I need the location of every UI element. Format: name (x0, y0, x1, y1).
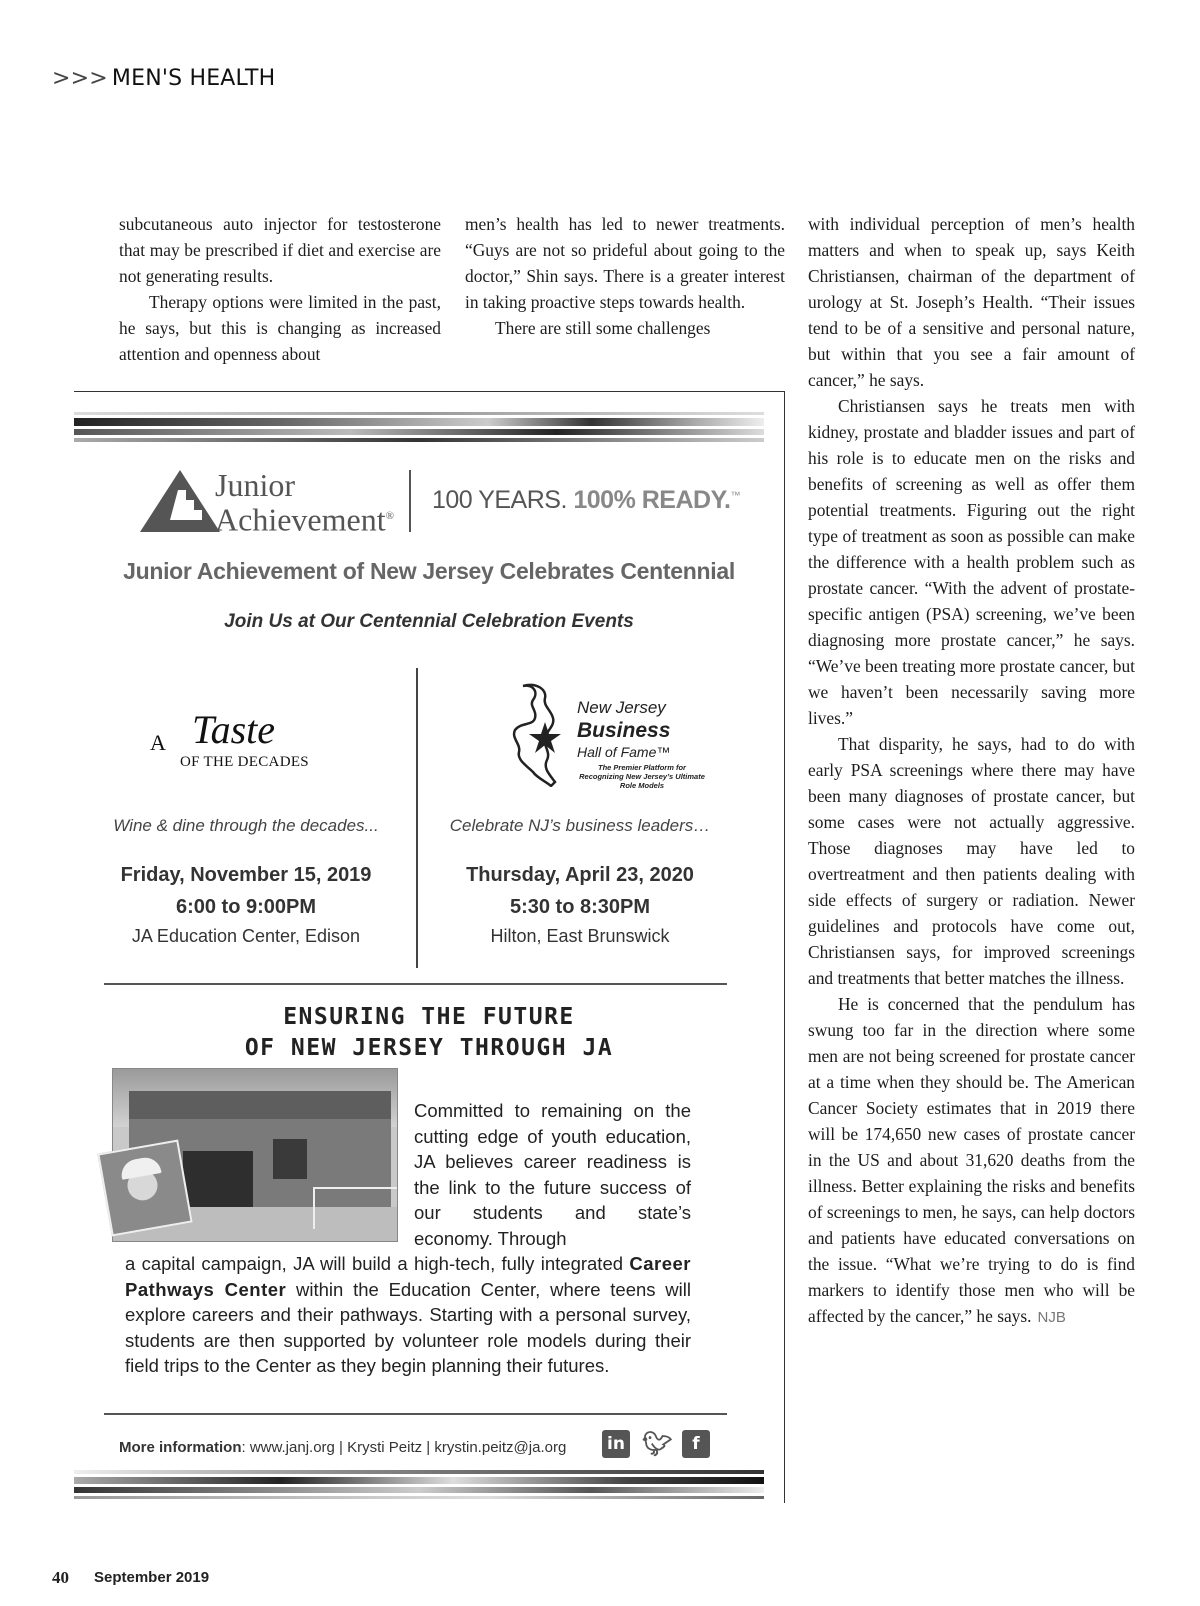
linkedin-icon[interactable]: in (602, 1430, 630, 1458)
paragraph: Therapy options were limited in the past, he says, but this is changing as increased attention and openness about (119, 292, 441, 364)
section-header (52, 66, 275, 91)
event-2-date: Thursday, April 23, 2020 (466, 864, 694, 886)
paragraph: There are still some challenges (495, 318, 711, 338)
taste-of-the-decades-logo (150, 708, 340, 768)
paragraph: Christiansen says he treats men with kidney, prostate and bladder issues and part of his role is to educate men on the risks and benefits of screening as well as offer them potential treatments. Figuring out the right type of treatment as soon as possible can make the difference with a health problem such as prostate cancer. “With the advent of prostate-specific antigen (PSA) screening, we’ve been diagnosing more prostate cancer,” he says. “We’ve been treating more prostate cancer, but we haven’t been necessarily saving more lives.” (808, 396, 1135, 728)
page-number: 40 (52, 1568, 69, 1587)
event-1-venue: JA Education Center, Edison (131, 926, 361, 946)
nj-business-hall-of-fame-logo (577, 698, 707, 790)
paragraph-text: He is concerned that the pendulum has swung too far in the direction where some men are not being screened for prostate cancer at a time when they should be. The American Cancer Society estimates that in 2019 there will be 174,650 new cases of prostate cancer in the US and about 31,620 deaths from the illness. Better explaining the risks and benefits of screenings to men, he says, can help doctors and patients have educated conversations on the issue. “What we’re trying to do is find markers to identify those men who will be affected by the cancer,” he says. (808, 994, 1135, 1326)
ad-headline: Junior Achievement of New Jersey Celebrates Centennial (123, 558, 735, 584)
decorative-stripes-top (74, 412, 764, 446)
event-1-date: Friday, November 15, 2019 (120, 864, 372, 886)
ad-divider (104, 983, 727, 985)
paragraph (808, 991, 1135, 1331)
section-arrows: >>> (52, 66, 108, 91)
event-1-time: 6:00 to 9:00PM (175, 896, 317, 918)
ad-border-top (74, 391, 784, 392)
article-column-2 (465, 211, 785, 341)
future-body-wrap: Committed to remaining on the cutting edge of youth education, JA believes career readiness is the link to the future success of our students and state’s economy. Through (414, 1100, 691, 1249)
ja-logo-line2: Achievement® (215, 501, 394, 538)
ad-border-right (784, 391, 785, 1503)
issue-date: September 2019 (94, 1569, 210, 1586)
signature: NJB (1037, 1309, 1066, 1326)
logo-divider (409, 470, 411, 532)
twitter-icon[interactable]: 🐦︎ (642, 1430, 673, 1458)
nj-logo-line4: The Premier Platform for Recognizing New Jersey’s Ultimate Role Models (579, 763, 705, 790)
taste-logo-word: Taste (192, 707, 276, 752)
tagline-part-b: 100% READY. (573, 486, 731, 514)
nj-state-star-icon (503, 682, 583, 787)
more-info-text: : www.janj.org | Krysti Peitz | krystin.peitz@ja.org (241, 1439, 567, 1456)
nj-logo-line2: Business (577, 719, 671, 742)
decorative-stripes-bottom (74, 1470, 764, 1504)
taste-logo-sub: OF THE DECADES (180, 754, 309, 770)
ja-tagline (432, 486, 740, 515)
tagline-tm: ™ (730, 490, 740, 502)
future-title-line1: ENSURING THE FUTURE (283, 1004, 575, 1030)
ja-logo-text (215, 467, 394, 538)
nj-logo-line3: Hall of Fame™ (577, 744, 671, 760)
section-title: MEN'S HEALTH (111, 66, 276, 91)
paragraph: men’s health has led to newer treatments. “Guys are not so prideful about going to the doctor,” Shin says. There is a greater interest in taking proactive steps towards health. (465, 214, 785, 312)
ad-subhead: Join Us at Our Centennial Celebration Events (224, 611, 634, 632)
facebook-icon[interactable]: f (682, 1430, 710, 1458)
event-2-venue: Hilton, East Brunswick (490, 926, 670, 946)
taste-logo-a: A (150, 730, 166, 755)
event-2-description: Celebrate NJ’s business leaders… (449, 816, 711, 835)
event-1-description: Wine & dine through the decades... (113, 816, 379, 835)
cartoon-worker-icon (97, 1140, 192, 1237)
ad-divider-bottom (104, 1413, 727, 1415)
career-pathways-center: Career Pathways Center (125, 1253, 691, 1300)
tagline-part-a: 100 YEARS. (432, 486, 567, 514)
future-body-full: a capital campaign, JA will build a high-tech, fully integrated Career Pathways Center within the Education Center, where teens will explore careers and their pathways. Starting with a personal survey, students are then supported by volunteer role models during their field trips to the Center as they begin planning their futures. (125, 1253, 691, 1377)
event-2-time: 5:30 to 8:30PM (509, 896, 651, 918)
paragraph: subcutaneous auto injector for testosterone that may be prescribed if diet and exercise are not generating results. (119, 214, 441, 286)
more-information (119, 1439, 566, 1456)
future-title (74, 1002, 784, 1064)
paragraph: with individual perception of men’s health matters and when to speak up, says Keith Christiansen, chairman of the department of urology at St. Joseph’s Health. “Their issues tend to be of a sensitive and personal nature, but within that you see a fair amount of cancer,” he says. (808, 214, 1135, 390)
ja-logo-line1: Junior (215, 467, 295, 503)
article-column-1 (119, 211, 441, 367)
nj-logo-line1: New Jersey (577, 698, 666, 717)
article-column-3 (808, 211, 1135, 1331)
more-info-label: More information (119, 1439, 242, 1456)
paragraph: That disparity, he says, had to do with early PSA screenings where there may have been many diagnoses of prostate cancer, but some cases were not actually aggressive. Those diagnoses may have led to overtreatment and then patients dealing with side effects of surgery or radiation. Newer guidelines and protocols have come out, Christiansen says, for improved screenings and treatments that better matches the illness. (808, 734, 1135, 988)
future-title-line2: OF NEW JERSEY THROUGH JA (244, 1035, 614, 1061)
events-divider (416, 668, 418, 968)
